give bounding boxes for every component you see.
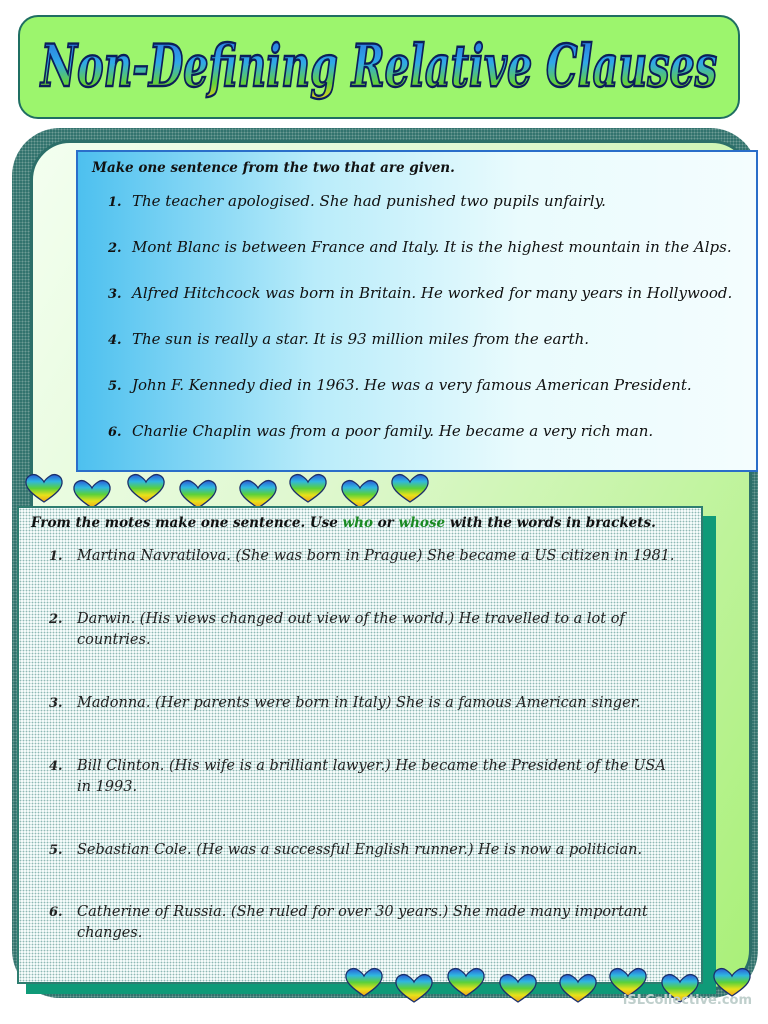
title-banner — [18, 15, 740, 119]
rainbow-heart-icon — [498, 972, 538, 1004]
exercise-2-item — [49, 840, 679, 861]
exercise-2-instruction — [31, 515, 656, 531]
item-number: 4. — [49, 759, 63, 774]
exercise-1-item — [108, 330, 589, 350]
instruction-text: with the words in brackets. — [445, 515, 656, 531]
exercise-2-item — [49, 756, 679, 798]
instruction-text: From the motes make one sentence. Use — [31, 515, 343, 531]
item-text: Darwin. (His views changed out view of the world.) He travelled to a lot of countries. — [77, 611, 625, 648]
item-text: Sebastian Cole. (He was a successful English runner.) He is now a politician. — [77, 842, 643, 858]
rainbow-heart-icon — [344, 966, 384, 998]
item-text: The teacher apologised. She had punished two pupils unfairly. — [132, 192, 606, 210]
rainbow-heart-icon — [558, 972, 598, 1004]
item-number: 3. — [49, 696, 63, 711]
rainbow-heart-icon — [394, 972, 434, 1004]
item-number: 1. — [108, 195, 122, 210]
item-text: Madonna. (Her parents were born in Italy) She is a famous American singer. — [77, 695, 641, 711]
keyword-whose: whose — [398, 515, 446, 531]
exercise-1-item — [108, 192, 606, 212]
rainbow-heart-icon — [288, 472, 328, 504]
item-number: 5. — [108, 379, 122, 394]
svg-text:Non-Defining Relative Clauses: Non-Defining Relative Clauses — [39, 32, 718, 100]
exercise-2-item — [49, 902, 679, 944]
item-number: 6. — [108, 425, 122, 440]
item-text: Alfred Hitchcock was born in Britain. He worked for many years in Hollywood. — [132, 284, 733, 302]
item-number: 2. — [108, 241, 122, 256]
keyword-who: who — [342, 515, 373, 531]
instruction-text: or — [372, 515, 399, 531]
exercise-2-box — [17, 506, 703, 984]
rainbow-heart-icon — [446, 966, 486, 998]
exercise-2-item — [49, 546, 679, 567]
item-text: Bill Clinton. (His wife is a brilliant lawyer.) He became the President of the USA in 1993. — [77, 758, 666, 795]
item-text: Martina Navratilova. (She was born in Prague) She became a US citizen in 1981. — [77, 548, 675, 564]
item-number: 3. — [108, 287, 122, 302]
item-text: Catherine of Russia. (She ruled for over 30 years.) She made many important changes. — [77, 904, 648, 941]
item-text: Charlie Chaplin was from a poor family. He became a very rich man. — [132, 422, 654, 440]
watermark: iSLCollective.com — [622, 993, 752, 1008]
item-number: 5. — [49, 843, 63, 858]
page-title — [20, 17, 738, 117]
exercise-1-instruction: Make one sentence from the two that are given. — [92, 160, 455, 176]
rainbow-heart-icon — [24, 472, 64, 504]
exercise-1-item — [108, 238, 732, 258]
item-text: Mont Blanc is between France and Italy. It is the highest mountain in the Alps. — [132, 238, 732, 256]
item-text: John F. Kennedy died in 1963. He was a very famous American President. — [132, 376, 692, 394]
item-text: The sun is really a star. It is 93 million miles from the earth. — [132, 330, 590, 348]
item-number: 1. — [49, 549, 63, 564]
exercise-1-item — [108, 284, 732, 304]
exercise-1-item — [108, 376, 692, 396]
rainbow-heart-icon — [390, 472, 430, 504]
rainbow-heart-icon — [126, 472, 166, 504]
exercise-2-item — [49, 609, 679, 651]
exercise-1-item — [108, 422, 653, 442]
exercise-1-box — [76, 150, 758, 472]
item-number: 2. — [49, 612, 63, 627]
item-number: 6. — [49, 905, 63, 920]
exercise-2-item — [49, 693, 679, 714]
item-number: 4. — [108, 333, 122, 348]
